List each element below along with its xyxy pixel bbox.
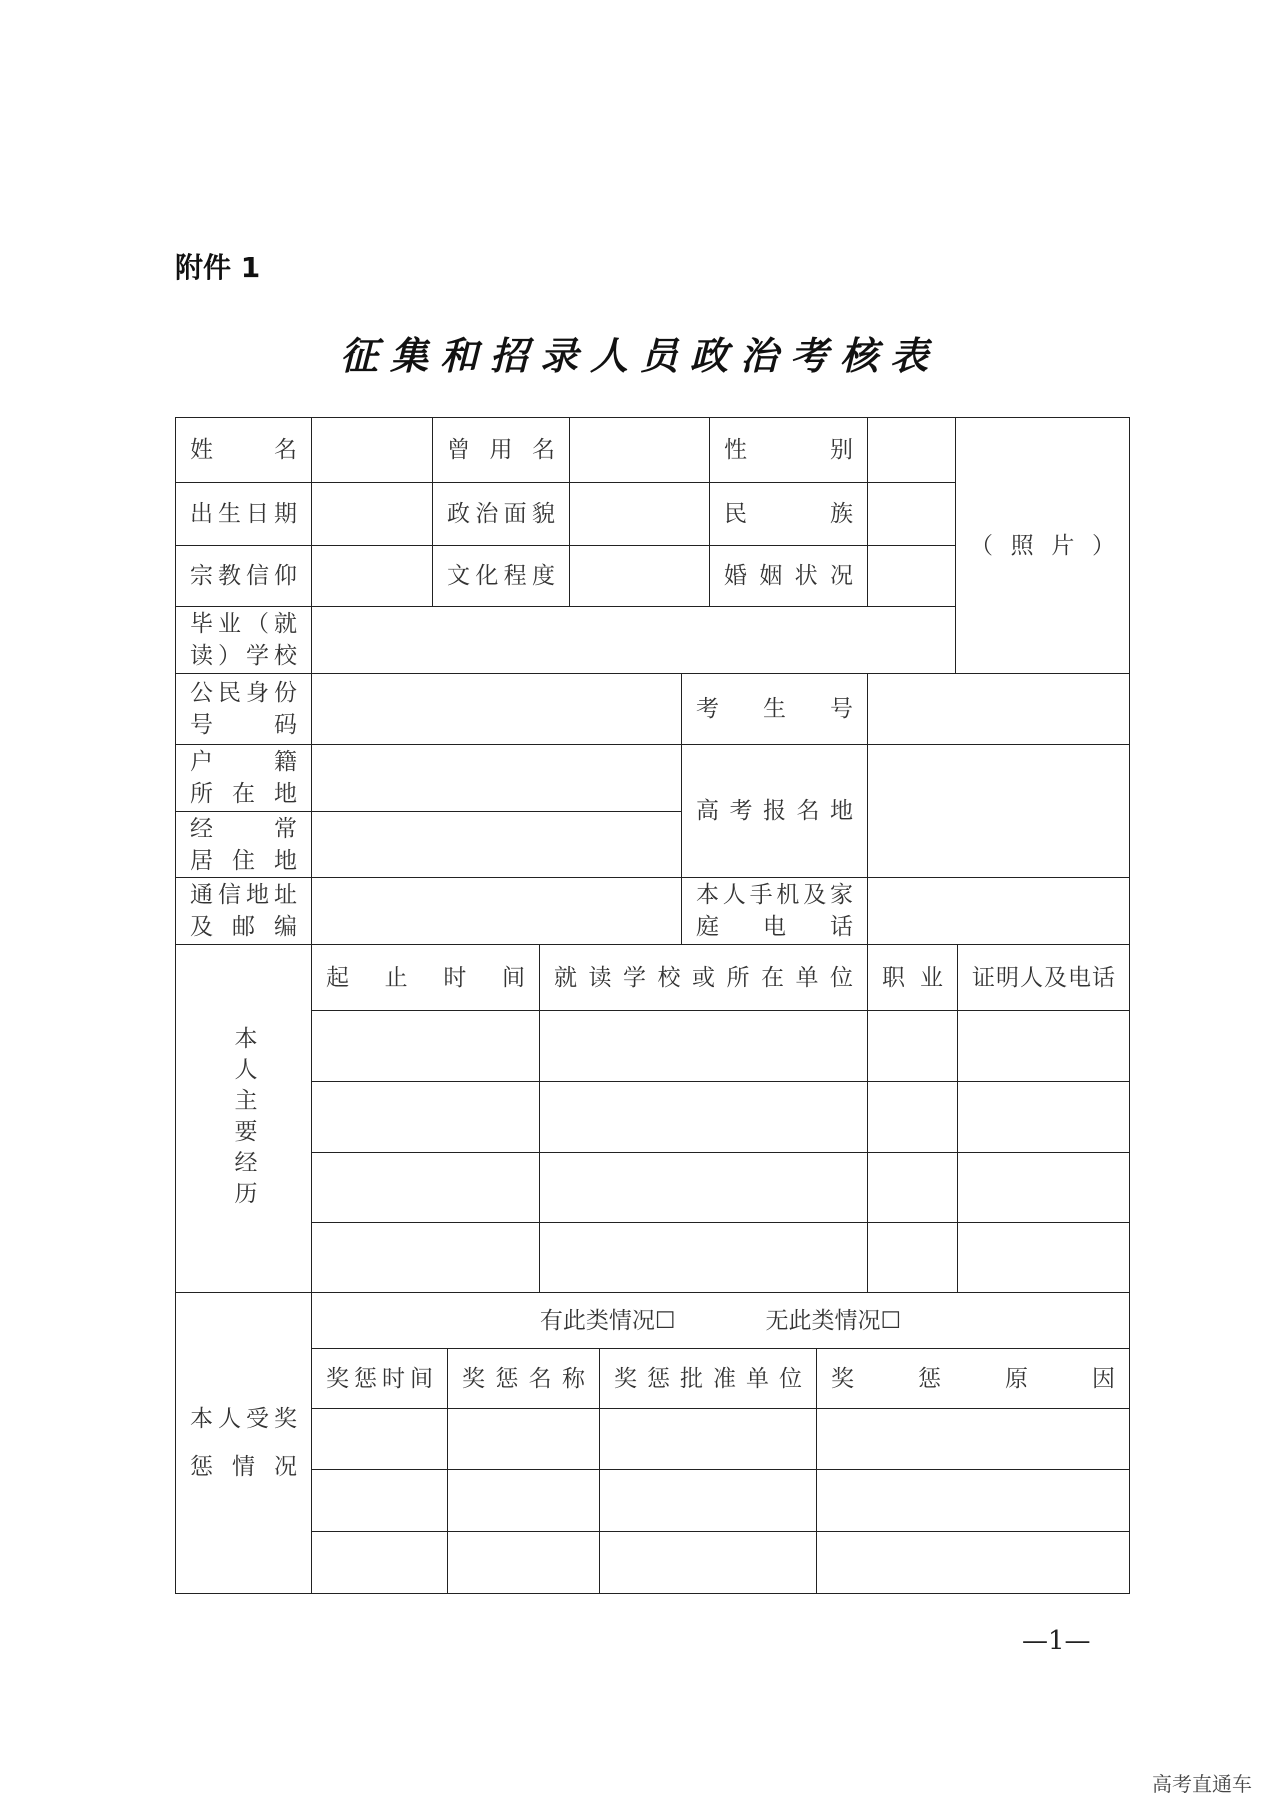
phone-label <box>681 877 868 945</box>
household-label <box>175 744 312 812</box>
cell-text: 读）学校 <box>190 643 297 669</box>
household-field[interactable] <box>311 744 682 812</box>
cell-text: 户籍 <box>190 749 297 775</box>
cell-text: 奖惩批准单位 <box>614 1365 802 1392</box>
cell-text: 姓名 <box>190 437 297 463</box>
marital-status-label <box>709 545 868 607</box>
exam-number-label <box>681 673 868 745</box>
cell-text: 号码 <box>190 712 297 738</box>
cell-text: 政治面貌 <box>447 501 555 527</box>
experience-cell[interactable] <box>539 1152 868 1223</box>
ethnicity-field[interactable] <box>867 482 956 546</box>
cell-text: 本人手机及家 <box>696 882 853 908</box>
cell-text: 婚姻状况 <box>724 563 853 589</box>
awards-cell[interactable] <box>599 1469 817 1532</box>
cell-text: 奖惩名称 <box>462 1365 585 1392</box>
exam-location-label <box>681 744 868 878</box>
awards-cell[interactable] <box>447 1408 600 1470</box>
education-label <box>432 545 570 607</box>
former-name-label <box>432 417 570 483</box>
ethnicity-label <box>709 482 868 546</box>
experience-cell[interactable] <box>311 1152 540 1223</box>
attachment-heading: 附件 1 <box>175 251 261 284</box>
experience-cell[interactable] <box>867 1081 958 1153</box>
cell-text: 曾用名 <box>447 437 555 463</box>
page-number: —1— <box>1022 1626 1091 1656</box>
exam-location-field[interactable] <box>867 744 1130 878</box>
birth-date-label <box>175 482 312 546</box>
cell-text: 职 业 <box>882 964 943 991</box>
cell-text: 奖惩原因 <box>831 1365 1115 1392</box>
address-label <box>175 877 312 945</box>
address-field[interactable] <box>311 877 682 945</box>
residence-label <box>175 811 312 878</box>
awards-label <box>175 1292 312 1594</box>
name-label <box>175 417 312 483</box>
awards-cell[interactable] <box>816 1408 1130 1470</box>
name-field[interactable] <box>311 417 433 483</box>
phone-field[interactable] <box>867 877 1130 945</box>
experience-cell[interactable] <box>957 1081 1130 1153</box>
political-status-label <box>432 482 570 546</box>
gender-label <box>709 417 868 483</box>
marital-status-field[interactable] <box>867 545 956 607</box>
awards-cell[interactable] <box>599 1408 817 1470</box>
experience-cell[interactable] <box>867 1152 958 1223</box>
awards-header <box>311 1348 448 1409</box>
cell-text: 毕业（就 <box>190 611 297 637</box>
cell-text: 考生号 <box>696 696 853 722</box>
cell-text: 奖惩时间 <box>326 1365 433 1392</box>
cell-text: 通信地址 <box>190 882 297 908</box>
experience-cell[interactable] <box>539 1222 868 1293</box>
awards-header <box>447 1348 600 1409</box>
cell-text: 庭电话 <box>696 914 853 940</box>
experience-header <box>867 944 958 1011</box>
cell-text: 起止时间 <box>326 964 525 991</box>
experience-header <box>539 944 868 1011</box>
experience-cell[interactable] <box>867 1010 958 1082</box>
cell-text: 本人主要经历 <box>230 1025 257 1212</box>
photo-placeholder <box>955 417 1130 674</box>
cell-text: 公民身份 <box>190 680 297 706</box>
cell-text: 证明人及电话 <box>972 964 1115 991</box>
cell-text: 及邮编 <box>190 914 297 940</box>
awards-cell[interactable] <box>311 1408 448 1470</box>
experience-label <box>175 944 312 1293</box>
cell-text: 出生日期 <box>190 501 297 527</box>
experience-cell[interactable] <box>539 1081 868 1153</box>
experience-cell[interactable] <box>867 1222 958 1293</box>
birth-date-field[interactable] <box>311 482 433 546</box>
awards-cell[interactable] <box>816 1469 1130 1532</box>
experience-header <box>311 944 540 1011</box>
experience-cell[interactable] <box>539 1010 868 1082</box>
cell-text: 高考报名地 <box>696 798 853 824</box>
experience-cell[interactable] <box>957 1152 1130 1223</box>
awards-header <box>816 1348 1130 1409</box>
awards-cell[interactable] <box>311 1531 448 1594</box>
cell-text: 经常 <box>190 815 297 842</box>
experience-header <box>957 944 1130 1011</box>
cell-text: 所在地 <box>190 781 297 807</box>
experience-cell[interactable] <box>957 1010 1130 1082</box>
residence-field[interactable] <box>311 811 682 878</box>
awards-cell[interactable] <box>447 1531 600 1594</box>
id-number-label <box>175 673 312 745</box>
exam-number-field[interactable] <box>867 673 1130 745</box>
experience-cell[interactable] <box>311 1222 540 1293</box>
cell-text: 就读学校或所在单位 <box>554 964 853 991</box>
checkbox-option[interactable]: 有此类情况☐ <box>539 1307 676 1334</box>
awards-header <box>599 1348 817 1409</box>
school-field[interactable] <box>311 606 956 674</box>
id-number-field[interactable] <box>311 673 682 745</box>
cell-text: 惩情况 <box>190 1454 297 1480</box>
cell-text: 民族 <box>724 501 853 527</box>
religion-label <box>175 545 312 607</box>
experience-cell[interactable] <box>311 1081 540 1153</box>
cell-text: （照片） <box>970 532 1115 559</box>
religion-field[interactable] <box>311 545 433 607</box>
form-title: 征集和招录人员政治考核表 <box>339 333 940 378</box>
experience-cell[interactable] <box>957 1222 1130 1293</box>
cell-text: 居住地 <box>190 847 297 874</box>
cell-text: 文化程度 <box>447 563 555 589</box>
experience-cell[interactable] <box>311 1010 540 1082</box>
former-name-field[interactable] <box>569 417 710 483</box>
cell-text: 性别 <box>724 437 853 463</box>
watermark: 高考直通车 <box>1152 1772 1252 1796</box>
checkbox-option[interactable]: 无此类情况☐ <box>765 1307 902 1334</box>
awards-cell[interactable] <box>599 1531 817 1594</box>
school-label <box>175 606 312 674</box>
awards-cell[interactable] <box>447 1469 600 1532</box>
cell-text: 宗教信仰 <box>190 563 297 589</box>
education-field[interactable] <box>569 545 710 607</box>
gender-field[interactable] <box>867 417 956 483</box>
awards-cell[interactable] <box>311 1469 448 1532</box>
political-status-field[interactable] <box>569 482 710 546</box>
awards-cell[interactable] <box>816 1531 1130 1594</box>
cell-text: 本人受奖 <box>190 1406 297 1432</box>
awards-option-row[interactable] <box>311 1292 1130 1349</box>
